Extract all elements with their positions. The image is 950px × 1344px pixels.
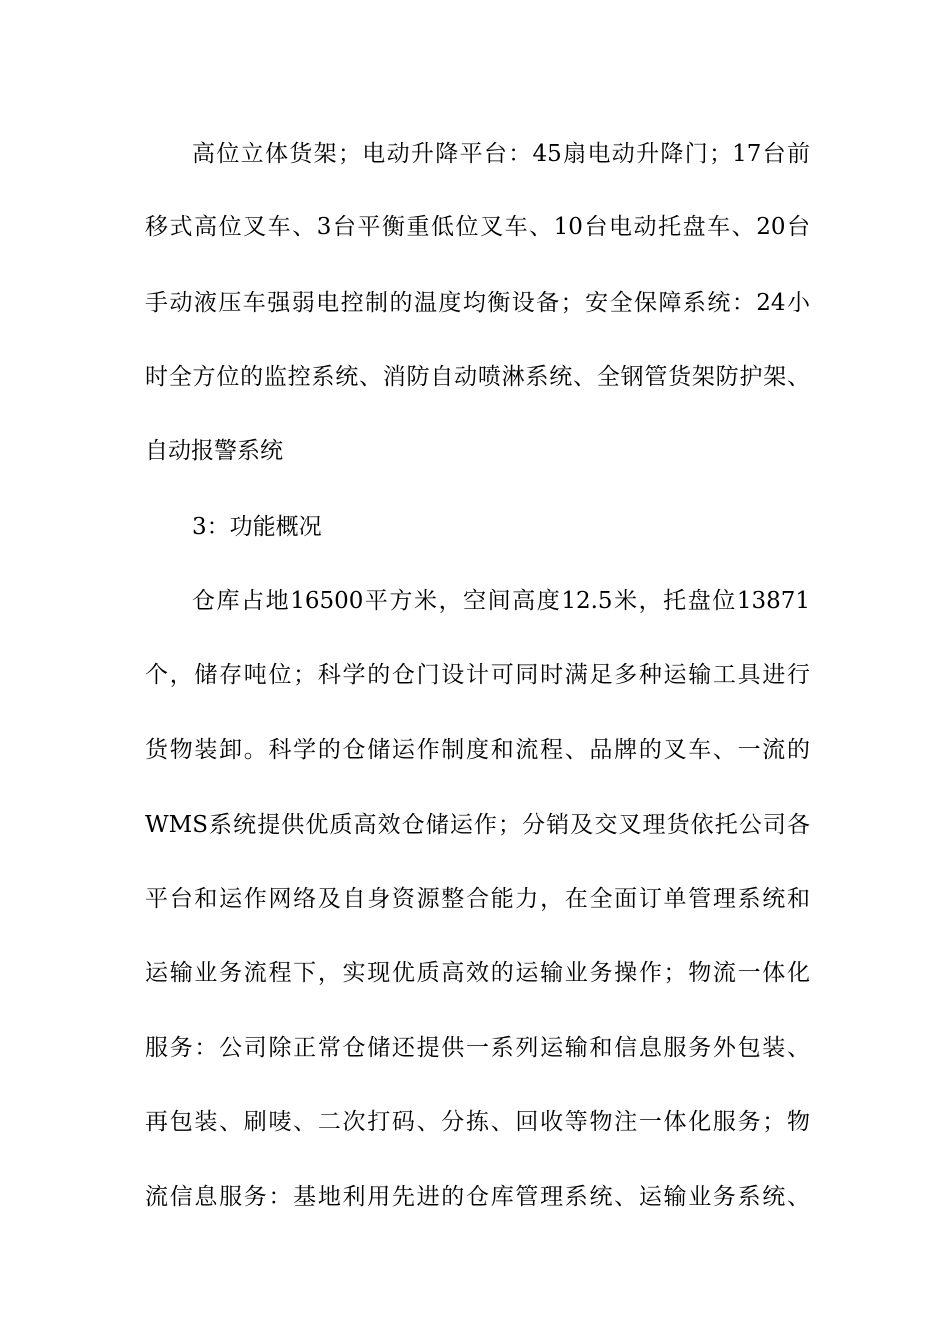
paragraph-1-line-4: 时全方位的监控系统、消防自动喷淋系统、全钢管货架防护架、 [145,364,810,390]
paragraph-2-line-9: 流信息服务：基地利用先进的仓库管理系统、运输业务系统、 [145,1184,810,1210]
paragraph-1-line-2: 移式高位叉车、3台平衡重低位叉车、10台电动托盘车、20台 [145,214,810,240]
paragraph-1-line-3: 手动液压车强弱电控制的温度均衡设备；安全保障系统：24小 [145,290,810,316]
paragraph-1-line-1: 高位立体货架；电动升降平台：45扇电动升降门；17台前 [192,141,810,167]
paragraph-2-line-5: 平台和运作网络及自身资源整合能力，在全面订单管理系统和 [145,886,810,912]
paragraph-2-line-1: 仓库占地16500平方米，空间高度12.5米，托盘位13871 [192,588,810,614]
paragraph-2-line-8: 再包装、刷唛、二次打码、分拣、回收等物注一体化服务；物 [145,1109,810,1135]
paragraph-2-line-7: 服务：公司除正常仓储还提供一系列运输和信息服务外包装、 [145,1035,810,1061]
paragraph-2-line-3: 货物装卸。科学的仓储运作制度和流程、品牌的叉车、一流的 [145,737,810,763]
section-heading-3: 3：功能概况 [192,514,322,540]
paragraph-2-line-6: 运输业务流程下，实现优质高效的运输业务操作；物流一体化 [145,960,810,986]
paragraph-1-line-5: 自动报警系统 [145,438,283,464]
paragraph-2-line-2: 个，储存吨位；科学的仓门设计可同时满足多种运输工具进行 [145,662,810,688]
paragraph-2-line-4: WMS系统提供优质高效仓储运作；分销及交叉理货依托公司各 [145,812,810,838]
